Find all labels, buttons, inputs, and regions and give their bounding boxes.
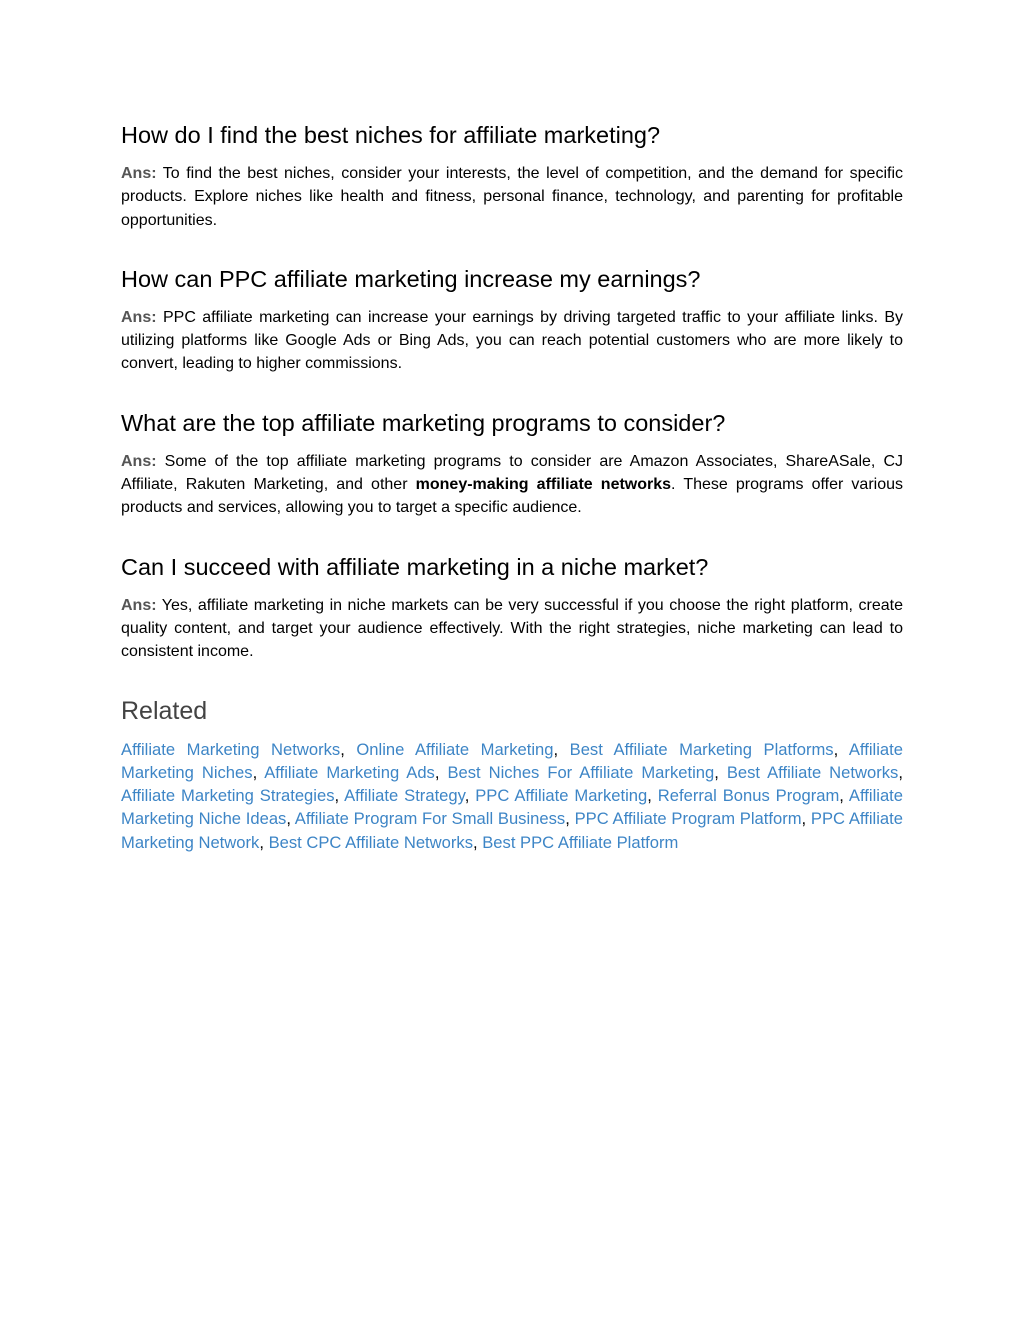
related-link[interactable]: Best CPC Affiliate Networks [268, 832, 473, 852]
related-link[interactable]: Referral Bonus Program [657, 786, 840, 806]
link-separator: , [473, 832, 483, 852]
faq-question: What are the top affiliate marketing programs to consider? [121, 409, 726, 436]
answer-bold-text: money-making affiliate networks [415, 476, 672, 494]
related-link[interactable]: Online Affiliate Marketing [356, 739, 554, 759]
related-title: Related [121, 696, 208, 725]
link-separator: , [286, 809, 295, 829]
faq-question: How do I find the best niches for affiliate marketing? [121, 122, 661, 148]
answer-text: Some of the top affiliate marketing programs to consider are Amazon Associates, ShareASale, CJ Affiliate, Rakuten Marketing, and other [121, 452, 903, 494]
link-separator: , [801, 809, 811, 829]
related-link[interactable]: Affiliate Marketing Niches [121, 739, 903, 782]
link-separator: , [898, 762, 903, 782]
link-separator: , [340, 739, 357, 759]
faq-answer [121, 450, 903, 520]
link-separator: , [565, 809, 575, 829]
faq-item [121, 550, 903, 664]
related-link[interactable]: Affiliate Marketing Strategies [121, 786, 335, 806]
answer-text: Yes, affiliate marketing in niche markets can be very successful if you choose the right platform, create quality content, and target your audience effectively. With the right strategies, niche marketing can lead to consistent income. [121, 596, 903, 661]
faq-item [121, 118, 903, 232]
link-separator: , [833, 739, 849, 759]
related-link[interactable]: Affiliate Program For Small Business [294, 809, 566, 829]
related-link[interactable]: PPC Affiliate Marketing Network [121, 809, 903, 852]
link-separator: , [334, 786, 345, 806]
related-link[interactable]: Best Affiliate Networks [726, 762, 899, 782]
link-separator: , [714, 762, 727, 782]
faq-question: Can I succeed with affiliate marketing in a niche market? [121, 553, 709, 580]
faq-item [121, 406, 903, 520]
related-section [121, 694, 903, 854]
faq-question: How can PPC affiliate marketing increase my earnings? [121, 265, 701, 292]
related-links-list [121, 738, 903, 854]
link-separator: , [647, 786, 658, 806]
ans-label: Ans: [121, 165, 157, 182]
link-separator: , [259, 832, 269, 852]
faq-answer [121, 162, 903, 232]
answer-text: To find the best niches, consider your interests, the level of competition, and the demand for specific products. Explore niches like health and fitness, personal finance, technology, and parenting for profitable opportunities. [121, 165, 903, 229]
answer-text: PPC affiliate marketing can increase your earnings by driving targeted traffic to your affiliate links. By utilizing platforms like Google Ads or Bing Ads, you can reach potential customers who are more likely to convert, leading to higher commissions. [121, 308, 903, 373]
faq-answer [121, 306, 903, 376]
related-link[interactable]: Affiliate Strategy [344, 786, 465, 806]
faq-answer [121, 594, 903, 664]
related-link[interactable]: Affiliate Marketing Niche Ideas [121, 786, 904, 829]
related-link[interactable]: Best PPC Affiliate Platform [482, 832, 679, 852]
document-page [121, 118, 903, 854]
related-link[interactable]: Affiliate Marketing Ads [264, 762, 435, 782]
related-link[interactable]: Affiliate Marketing Networks [121, 739, 341, 759]
link-separator: , [839, 786, 849, 806]
answer-text: . These programs offer various products and services, allowing you to target a specific audience. [121, 476, 904, 517]
link-separator: , [553, 739, 570, 759]
ans-label: Ans: [121, 308, 157, 326]
ans-label: Ans: [121, 596, 157, 614]
related-link[interactable]: PPC Affiliate Marketing [475, 786, 648, 806]
faq-item [121, 262, 903, 376]
link-separator: , [252, 762, 265, 782]
ans-label: Ans: [121, 452, 157, 470]
related-link[interactable]: Best Niches For Affiliate Marketing [447, 762, 715, 782]
link-separator: , [434, 762, 448, 782]
related-link[interactable]: Best Affiliate Marketing Platforms [569, 739, 834, 759]
link-separator: , [464, 786, 476, 806]
related-link[interactable]: PPC Affiliate Program Platform [574, 809, 802, 829]
